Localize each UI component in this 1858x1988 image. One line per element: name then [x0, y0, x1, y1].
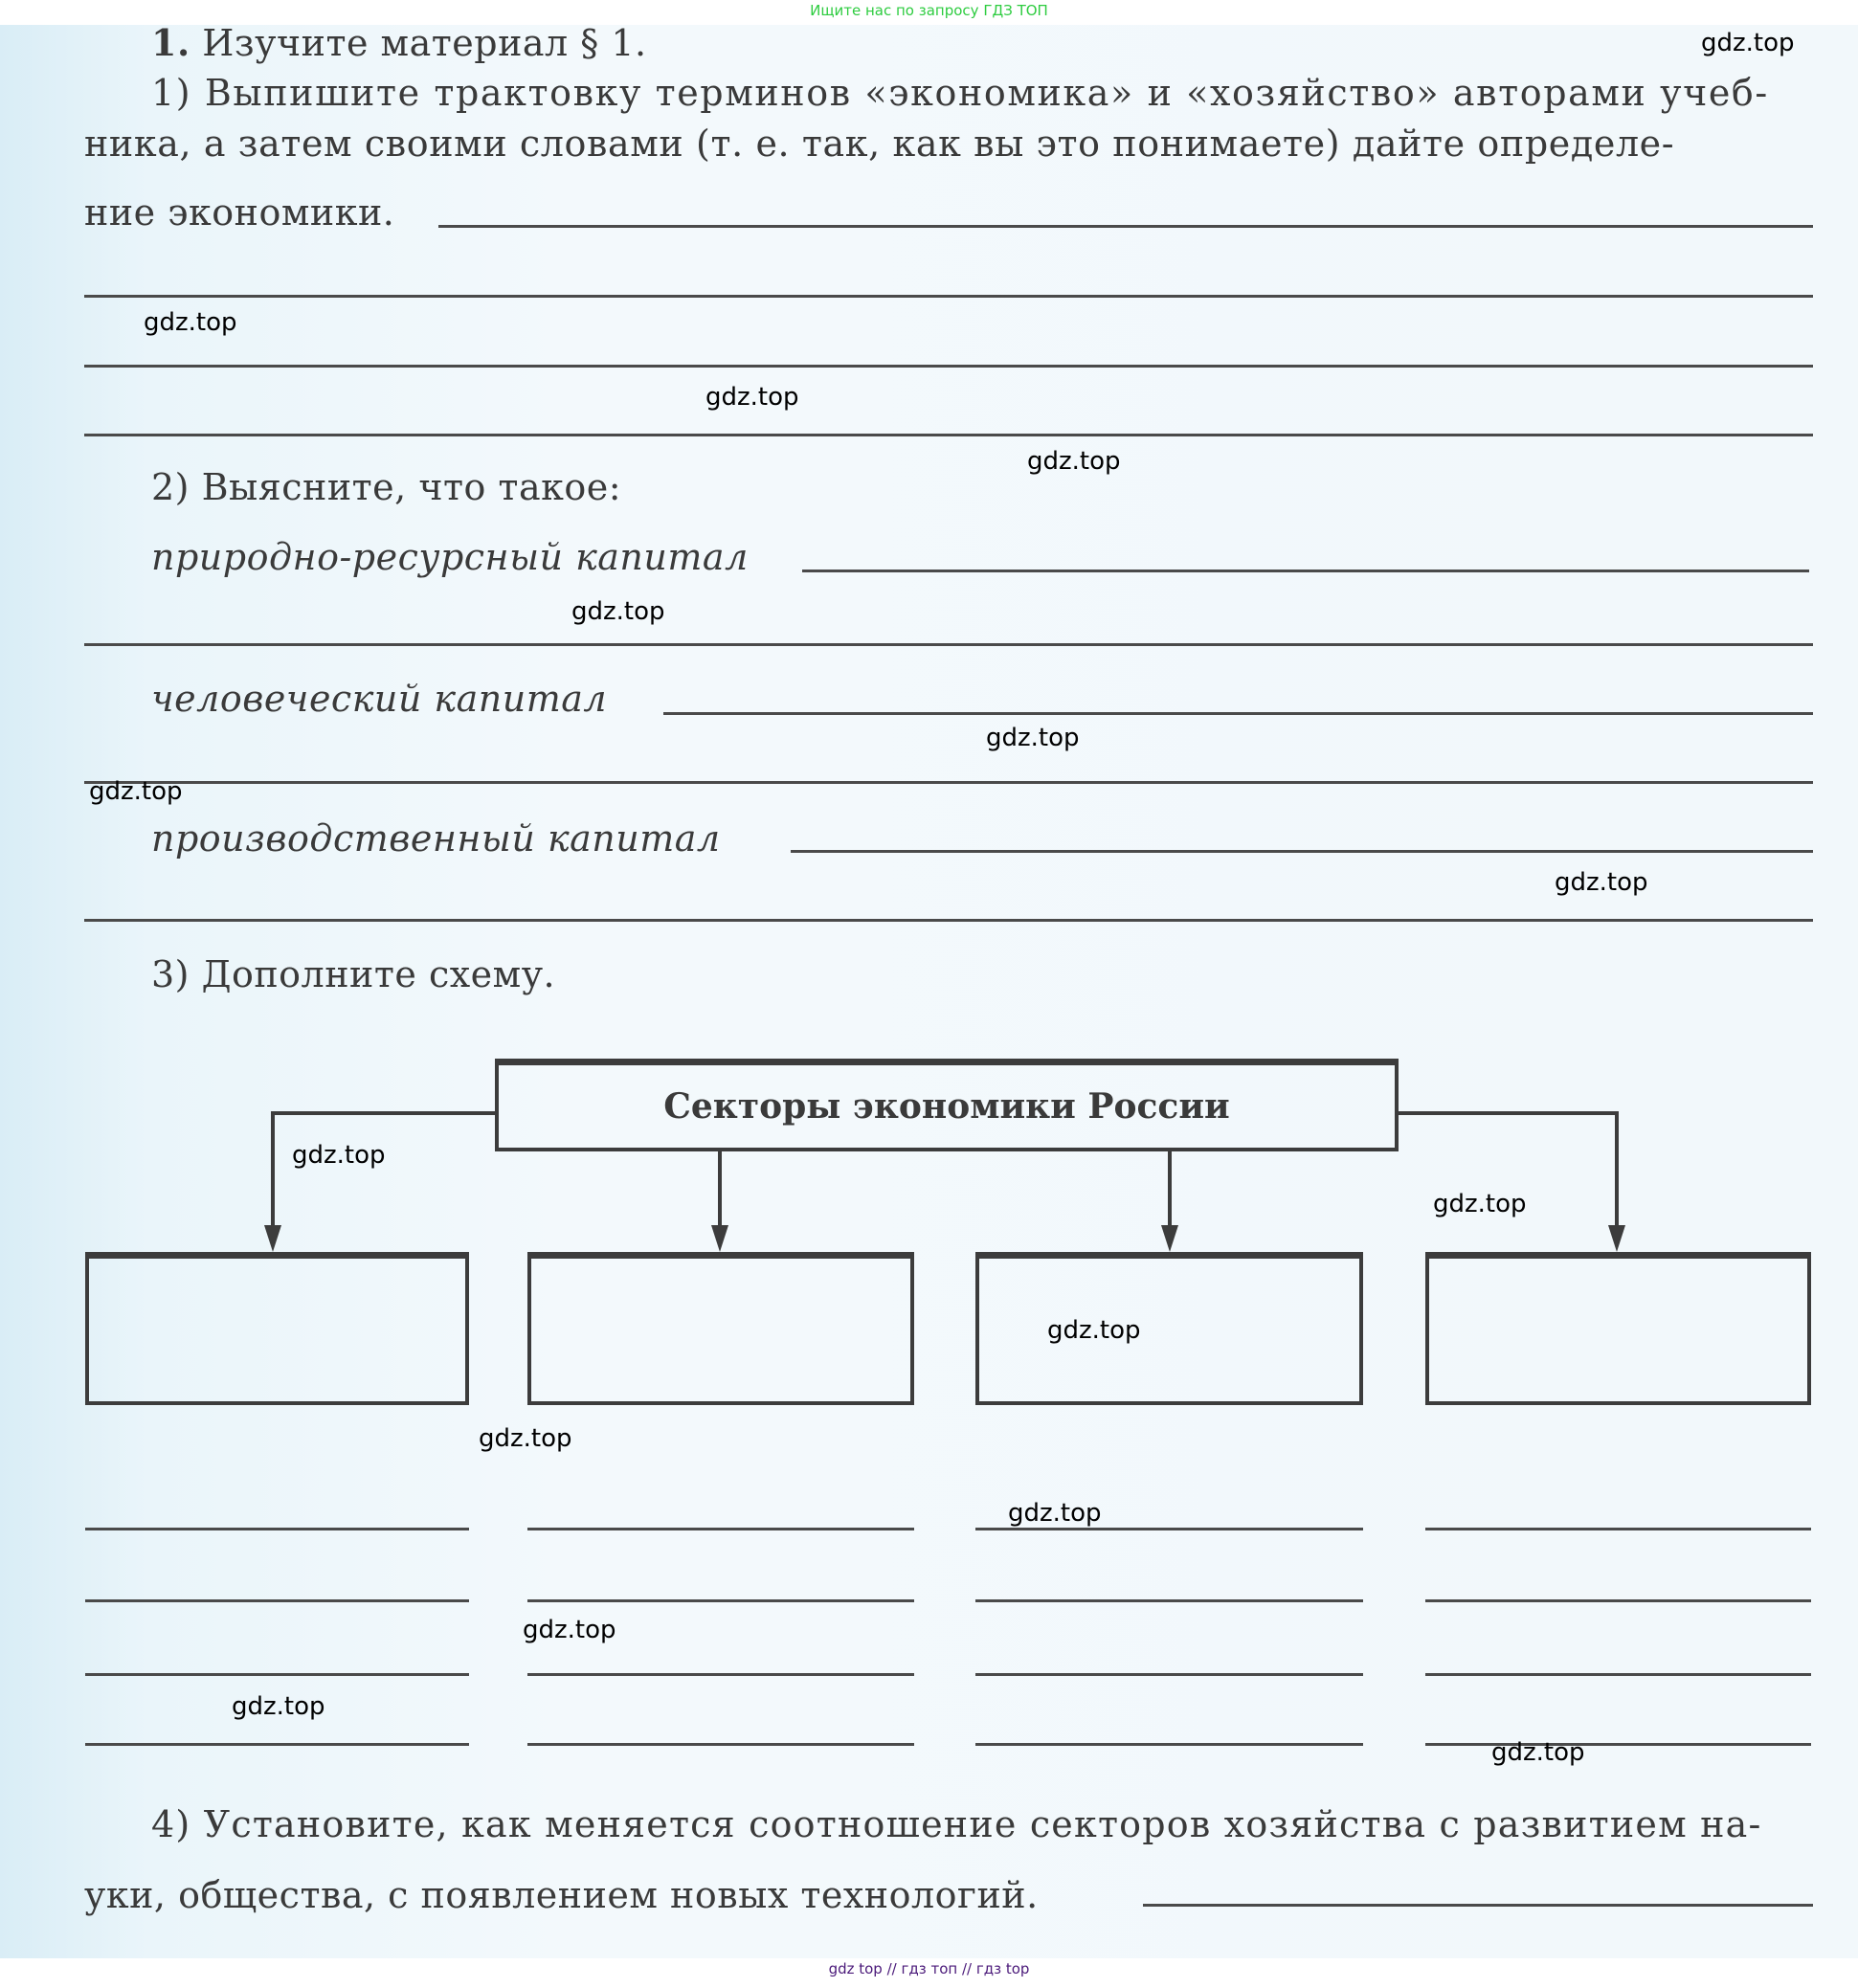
term-production-capital: производственный капитал [151, 817, 721, 860]
footer-watermark: gdz top // гдз топ // гдз top [828, 1960, 1030, 1977]
watermark: gdz.top [292, 1141, 386, 1170]
watermark: gdz.top [144, 308, 237, 337]
sector-box-3[interactable] [975, 1252, 1363, 1405]
watermark: gdz.top [1433, 1190, 1527, 1218]
watermark: gdz.top [1701, 29, 1795, 57]
scheme-title: Секторы экономики России [663, 1086, 1230, 1127]
q1-text-line-3: ние экономики. [84, 191, 395, 234]
q3-line[interactable] [975, 1673, 1363, 1676]
sector-box-4[interactable] [1425, 1252, 1811, 1405]
q3-line[interactable] [975, 1599, 1363, 1602]
q4-text-line-2: уки, общества, с появлением новых технологий. [84, 1874, 1039, 1916]
q3-line[interactable] [527, 1743, 914, 1746]
connector-left [273, 1113, 495, 1230]
q3-line[interactable] [527, 1599, 914, 1602]
watermark: gdz.top [1047, 1316, 1141, 1345]
q3-line[interactable] [1425, 1743, 1811, 1746]
q3-line[interactable] [85, 1743, 469, 1746]
q2-heading: 2) Выясните, что такое: [151, 466, 622, 508]
q4-text-line-1: 4) Установите, как меняется соотношение секторов хозяйства с развитием на- [151, 1803, 1762, 1845]
arrow-down-icon [711, 1225, 728, 1252]
q1-text-line-1: 1) Выпишите трактовку терминов «экономика» и «хозяйство» авторами учеб- [151, 72, 1769, 114]
watermark: gdz.top [1555, 868, 1648, 897]
q4-answer-line-1[interactable] [1143, 1904, 1813, 1907]
q3-line[interactable] [975, 1528, 1363, 1530]
q3-line[interactable] [85, 1528, 469, 1530]
term-human-capital: человеческий капитал [151, 678, 608, 720]
q3-line[interactable] [527, 1673, 914, 1676]
q3-line[interactable] [1425, 1599, 1811, 1602]
watermark: gdz.top [1008, 1499, 1102, 1528]
scheme-title-box [495, 1059, 1399, 1151]
q3-line[interactable] [85, 1673, 469, 1676]
watermark: gdz.top [571, 597, 665, 626]
watermark: gdz.top [986, 724, 1080, 752]
watermark: gdz.top [523, 1616, 616, 1644]
arrow-down-icon [1608, 1225, 1625, 1252]
watermark: gdz.top [1491, 1738, 1585, 1767]
search-hint-banner: Ищите нас по запросу ГДЗ ТОП [810, 2, 1048, 19]
q3-line[interactable] [1425, 1528, 1811, 1530]
watermark: gdz.top [479, 1424, 572, 1453]
watermark: gdz.top [232, 1692, 325, 1721]
watermark: gdz.top [89, 777, 183, 806]
q3-line[interactable] [85, 1599, 469, 1602]
q3-line[interactable] [975, 1743, 1363, 1746]
watermark: gdz.top [705, 383, 799, 412]
q3-heading: 3) Дополните схему. [151, 953, 556, 995]
watermark: gdz.top [1027, 447, 1121, 476]
arrow-down-icon [1161, 1225, 1178, 1252]
term-natural-resource-capital: природно-ресурсный капитал [151, 536, 749, 578]
arrow-down-icon [264, 1225, 281, 1252]
task-title: Изучите материал § 1. [202, 22, 647, 64]
q3-line[interactable] [1425, 1673, 1811, 1676]
q3-line[interactable] [527, 1528, 914, 1530]
sector-box-1[interactable] [85, 1252, 469, 1405]
task-number: 1. [151, 21, 190, 64]
sector-box-2[interactable] [527, 1252, 914, 1405]
q1-text-line-2: ника, а затем своими словами (т. е. так, как вы это понимаете) дайте определе- [84, 123, 1675, 165]
